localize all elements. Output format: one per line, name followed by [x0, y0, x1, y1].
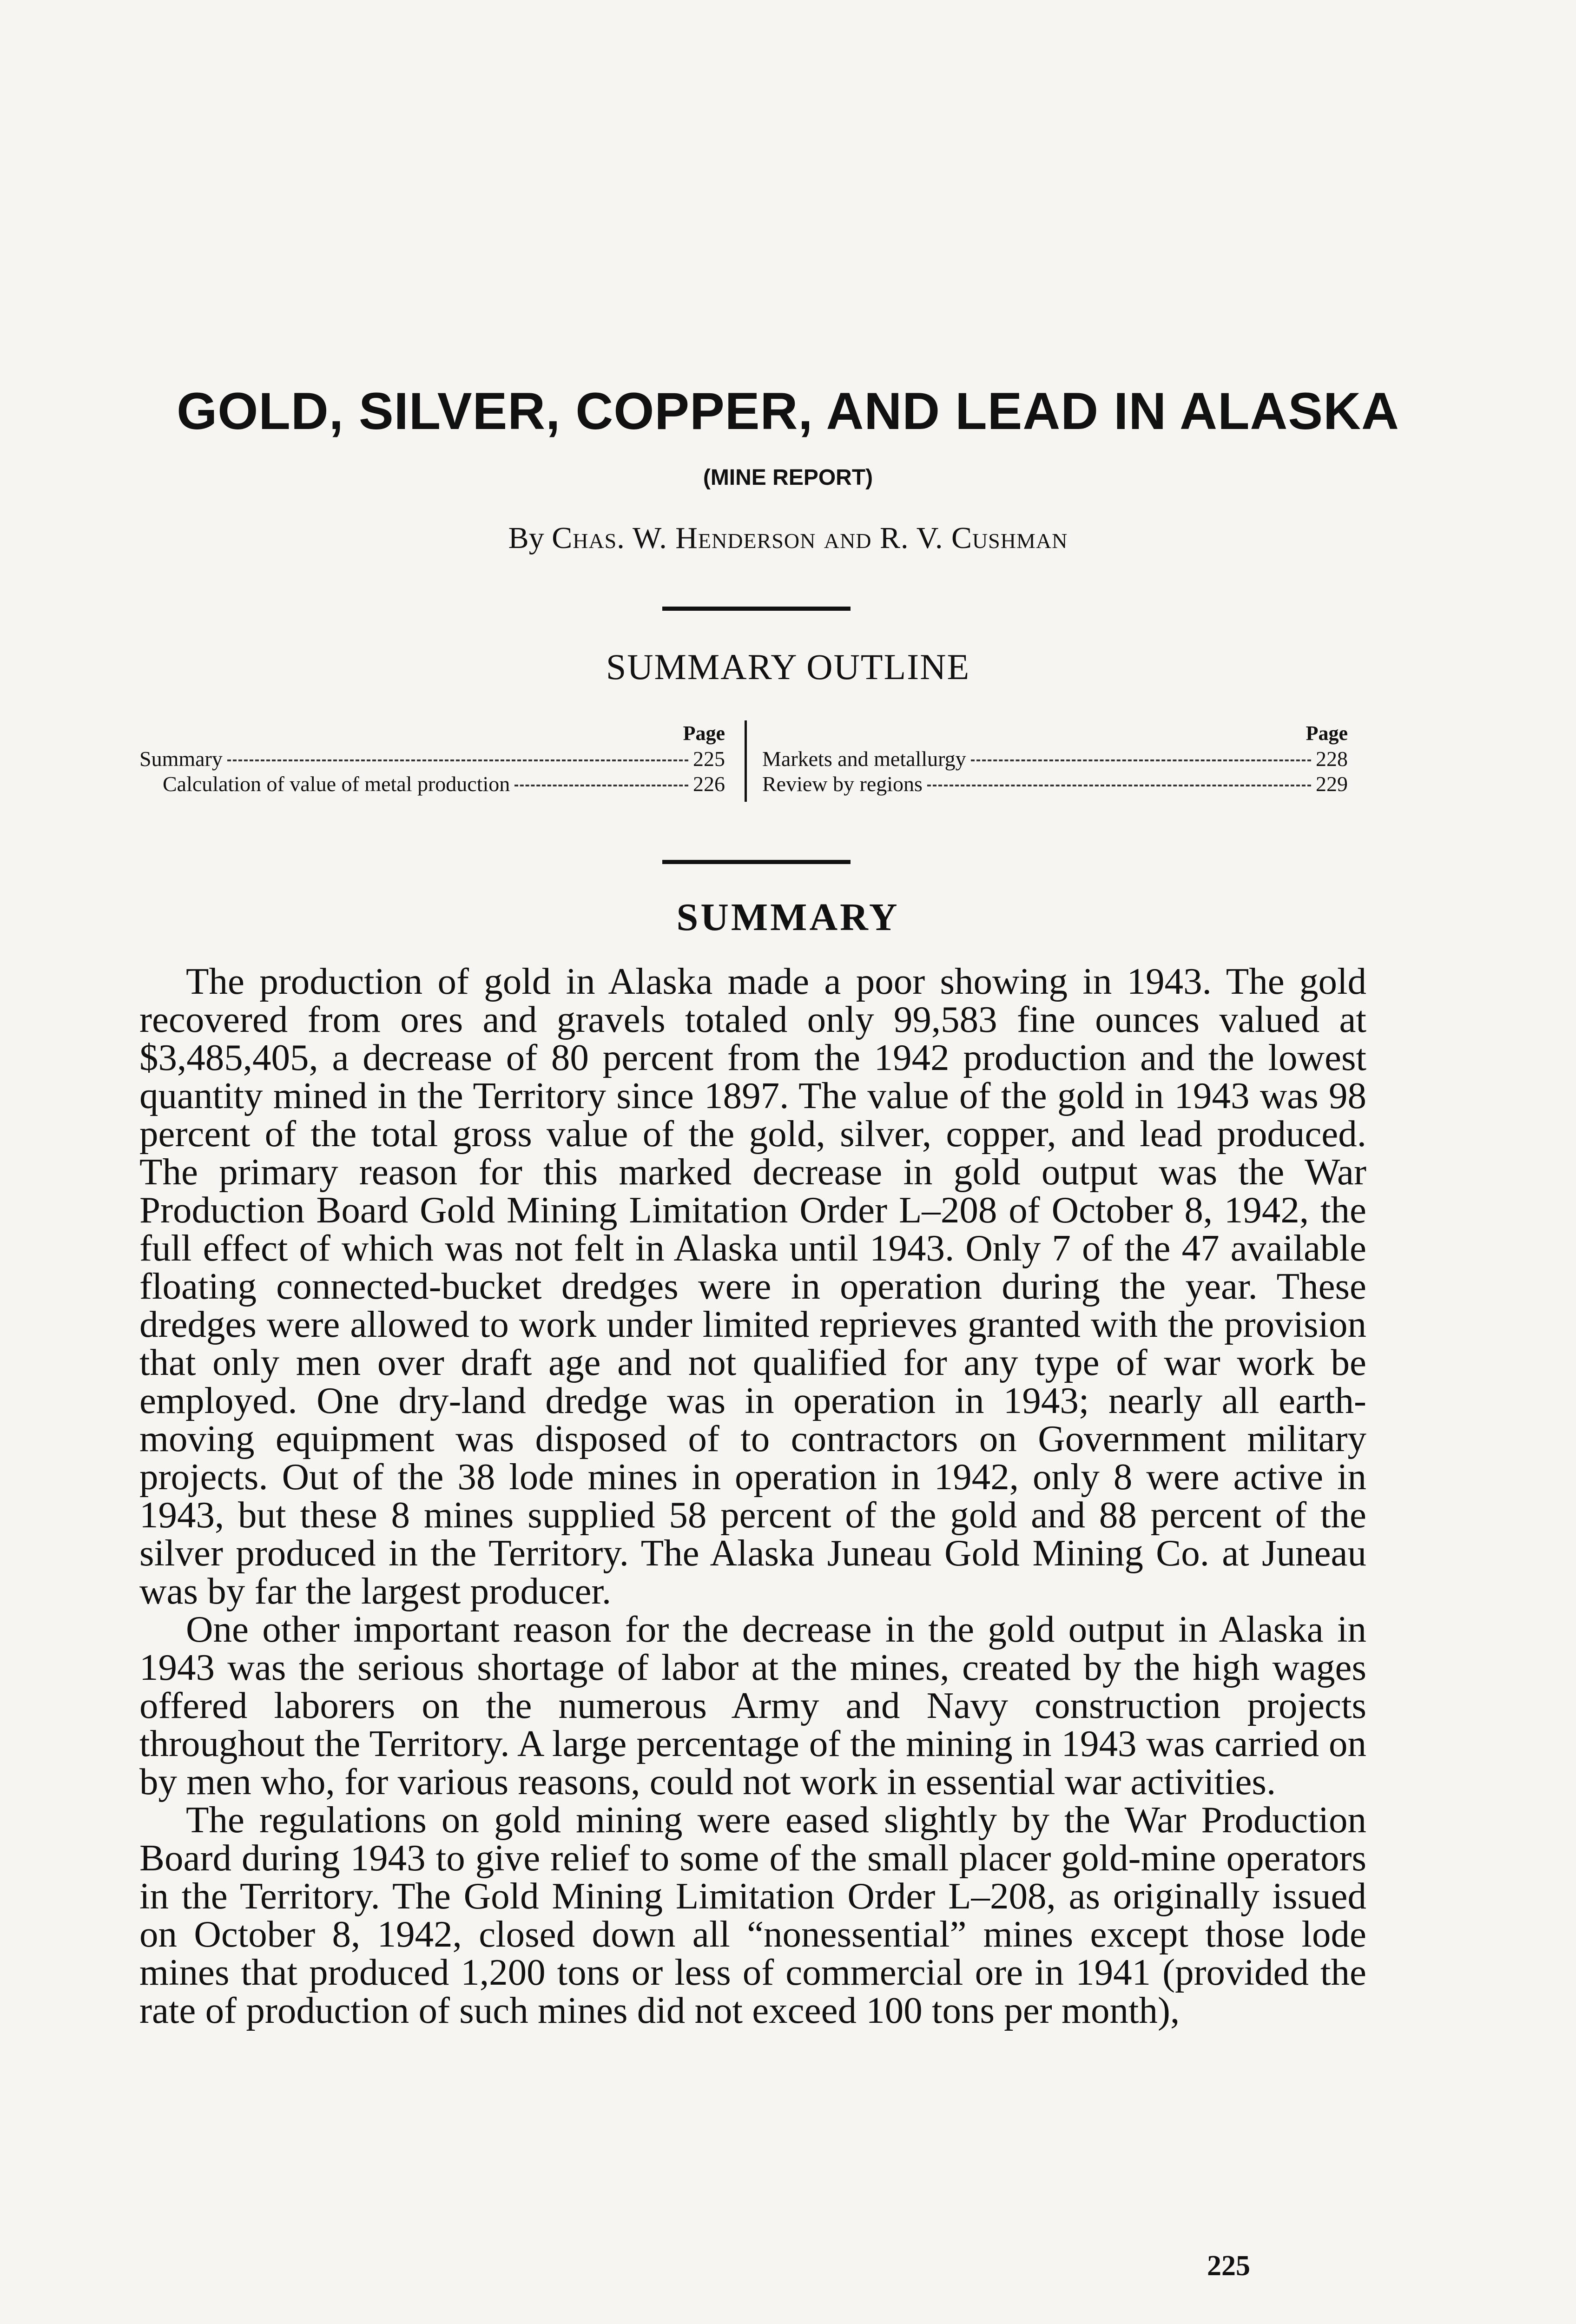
- outline-entry: [139, 772, 725, 797]
- page-column-header: Page: [1306, 722, 1348, 745]
- outline-left-column: [139, 720, 725, 797]
- outline-entry-label: Calculation of value of metal production: [163, 772, 510, 796]
- summary-body: [139, 962, 1366, 2029]
- outline-right-column: [762, 720, 1348, 797]
- outline-entry-label: Summary: [139, 747, 223, 771]
- outline-entry-page: 226: [693, 772, 725, 796]
- dot-leader: [227, 759, 688, 761]
- outline-entry: [139, 746, 725, 772]
- page-number: 225: [1207, 2250, 1250, 2282]
- outline-heading: SUMMARY OUTLINE: [606, 647, 970, 687]
- page-column-header: Page: [683, 722, 725, 745]
- document-subtitle: (MINE REPORT): [703, 465, 873, 490]
- body-paragraph: The production of gold in Alaska made a poor showing in 1943. The gold recovered from ores and gravels totaled only 99,583 fine ounces valued at $3,485,405, a decrease of 80 percent from the 1942 production and the lowest quantity mined in the Territory since 1897. The value of the gold in 1943 was 98 percent of the total gross value of the gold, silver, copper, and lead produced. The primary reason for this marked decrease in gold output was the War Production Board Gold Mining Limitation Order L–208 of October 8, 1942, the full effect of which was not felt in Alaska until 1943. Only 7 of the 47 available floating connected-bucket dredges were in operation during the year. These dredges were allowed to work under limited reprieves granted with the provision that only men over draft age and not qualified for any type of war work be employed. One dry-land dredge was in operation in 1943; nearly all earth-moving equipment was disposed of to contractors on Government military projects. Out of the 38 lode mines in operation in 1942, only 8 were active in 1943, but these 8 mines supplied 58 percent of the gold and 88 percent of the silver produced in the Territory. The Alaska Juneau Gold Mining Co. at Juneau was by far the largest producer.: [139, 960, 1366, 1612]
- body-paragraph: The regulations on gold mining were eased slightly by the War Production Board during 1943 to give relief to some of the small placer gold-mine operators in the Territory. The Gold Mining Limitation Order L–208, as originally issued on October 8, 1942, closed down all “nonessential” mines except those lode mines that produced 1,200 tons or less of commercial ore in 1941 (provided the rate of production of such mines did not exceed 100 tons per month),: [139, 1799, 1366, 2031]
- body-paragraph: One other important reason for the decrease in the gold output in Alaska in 1943 was the serious shortage of labor at the mines, created by the high wages offered laborers on the numerous Army and Navy construction projects throughout the Territory. A large percentage of the mining in 1943 was carried on by men who, for various reasons, could not work in essential war activities.: [139, 1608, 1366, 1802]
- divider-rule: [662, 860, 851, 864]
- outline-entry-page: 228: [1316, 747, 1348, 771]
- dot-leader: [514, 785, 688, 786]
- outline-entry-label: Markets and metallurgy: [762, 747, 966, 771]
- outline-column-divider: [745, 720, 747, 802]
- authors: Chas. W. Henderson and R. V. Cushman: [552, 521, 1068, 555]
- outline-entry-page: 229: [1316, 772, 1348, 796]
- outline-entry: [762, 772, 1348, 797]
- byline: [0, 521, 1576, 556]
- divider-rule: [662, 607, 851, 611]
- document-title: GOLD, SILVER, COPPER, AND LEAD IN ALASKA: [177, 382, 1399, 440]
- outline-entry-page: 225: [693, 747, 725, 771]
- dot-leader: [927, 785, 1311, 786]
- outline-entry-label: Review by regions: [762, 772, 923, 796]
- dot-leader: [971, 759, 1311, 761]
- outline-entry: [762, 746, 1348, 772]
- section-heading: SUMMARY: [676, 896, 900, 939]
- summary-outline-table: [139, 720, 1366, 802]
- byline-prefix: By: [508, 521, 544, 555]
